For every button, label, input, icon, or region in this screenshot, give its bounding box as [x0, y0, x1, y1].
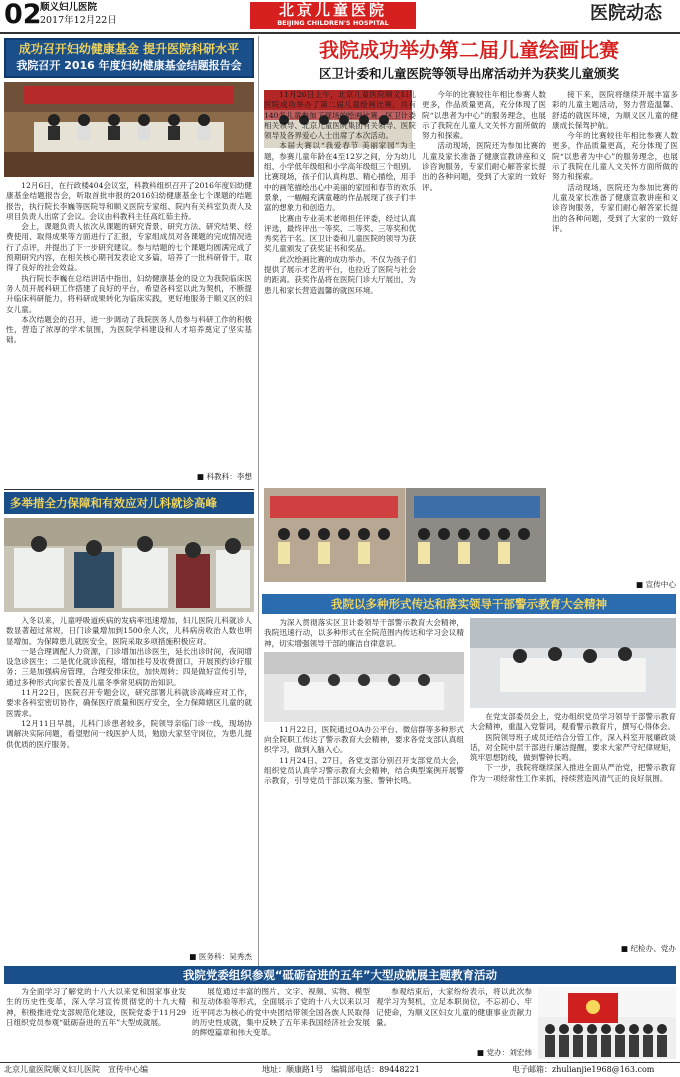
clinic-photo [4, 518, 254, 612]
masthead-subtitle: BEIJING CHILDREN'S HOSPITAL [277, 19, 389, 27]
exhibition-photo [538, 987, 676, 1059]
body-paragraph: 此次绘画比赛的成功举办，不仅为孩子们提供了展示才艺的平台，也拉近了医院与社会的距离。获奖作品将在医院门诊大厅展出，为患儿和家长营造温馨的就医环境。 [264, 254, 416, 295]
body-paragraph: 为全面学习了解党的十八大以来党和国家事业发生的历史性变革，深入学习宣传贯彻党的十九大精神，积极推进党支部规范化建设，医院党委于11月29日组织党员参观“砥砺奋进的五年”大型成就展。 [6, 987, 186, 1027]
body-paragraph: 12月6日，在行政楼404会议室，科教科组织召开了2016年度妇幼健康基金结题报告会，听取首批申报的2016妇幼健康基金七个课题的结题报告，执行院长李巍等医院导和顺义医院专家组、院内有关科室负责人及项目负责人出席了会议。会议由科教科主任高红茹主持。 [6, 181, 252, 221]
article-body [264, 618, 464, 954]
article-banner [4, 38, 254, 78]
body-paragraph: 11月24日、27日，各党支部分别召开支部党员大会，组织党员认真学习警示教育大会精神，结合典型案例开展警示教育，引导党员干部以案为鉴、警钟长鸣。 [264, 755, 464, 786]
author-credit: ■ 纪检办、党办 [620, 944, 676, 953]
author-credit: ■ 党办：刘宏炜 [476, 1048, 532, 1057]
article-body [192, 987, 370, 1059]
article-title: 多举措全力保障和有效应对儿科就诊高峰 [4, 492, 254, 514]
article-subtitle: 我院召开 2016 年度妇幼健康基金结题报告会 [16, 59, 242, 72]
body-paragraph: 执行院长李巍在总结讲话中指出，妇幼健康基金的设立为我院临床医务人员开展科研工作搭建了良好的平台，希望各科室以此为契机，不断提升临床科研能力，将科研成果转化为临床实践，更好地服务于顺义区的妇女儿童。 [6, 273, 252, 314]
article-exhibition-visit [0, 966, 680, 1060]
footer-publisher: 北京儿童医院顺义妇儿医院 宣传中心编 [4, 1065, 148, 1074]
paper-name: 顺义妇儿医院 [40, 2, 98, 13]
article-warning-education [262, 594, 680, 960]
body-paragraph: 12月11日早晨，儿科门诊患者较多，院领导亲临门诊一线，现场协调解决实际问题，看望慰问一线医护人员，勉励大家坚守岗位，为患儿提供优质的医疗服务。 [6, 718, 252, 749]
body-paragraph: 入冬以来，儿童呼吸道疾病的发病率迅速增加，妇儿医院儿科就诊人数显著超过常规，日门诊量增加到1500余人次，儿科病房收治人数也明显增加。为保障患儿就医安全，医院采取多项措施积极应对。 [6, 616, 252, 646]
masthead-title: 北京儿童医院 [278, 1, 387, 19]
article-title: 我院以多种形式传达和落实领导干部警示教育大会精神 [262, 594, 676, 614]
body-paragraph: 一是合理调配人力资源，门诊增加出诊医生，延长出诊时间，夜间增设急诊医生；二是优化就诊流程，增加挂号及收费窗口，开展预约诊疗服务；三是加强病房管理，合理安排床位，加快周转；四是做好宣传引导，通过多种形式向家长普及儿童冬季常见病防治知识。 [6, 646, 252, 687]
section-title: 医院动态 [590, 3, 662, 24]
body-paragraph: 医院领导班子成员还结合分管工作，深入科室开展廉政谈话，对全院中层干部进行廉洁提醒，要求大家严守纪律规矩，筑牢思想防线，做到警钟长鸣。 [470, 732, 676, 763]
body-paragraph: 今年的比赛较往年相比参赛人数更多，作品质量更高，充分体现了医院“以患者为中心”的服务理念，也展示了我院在儿童人文关怀方面所做的努力和探索。 [422, 90, 546, 141]
issue-date: 2017年12月22日 [40, 15, 117, 26]
article-body [376, 987, 532, 1047]
article-body [6, 181, 252, 467]
page-footer [0, 1064, 680, 1077]
author-credit: ■ 科教科：李想 [196, 472, 252, 481]
article-research-fund [0, 36, 256, 486]
footer-address: 地址：顺康路1号 编辑部电话：89448221 [262, 1065, 420, 1074]
meeting-photo [4, 82, 254, 177]
footer-email: 电子邮箱：zhulianjie1968@163.com [512, 1065, 655, 1074]
body-paragraph: 为深入贯彻落实区卫计委领导干部警示教育大会精神，我院迅速行动，以多种形式在全院范围内传达和学习会议精神，切实增强领导干部的廉洁自律意识。 [264, 618, 464, 648]
body-paragraph: 本次结题会的召开，进一步调动了我院医务人员参与科研工作的积极性，营造了浓厚的学术氛围，为医院学科建设和人才培养奠定了坚实基础。 [6, 314, 252, 345]
article-title: 成功召开妇幼健康基金 提升医院科研水平 [18, 42, 240, 56]
meeting-photo [264, 652, 464, 722]
article-body [264, 90, 416, 484]
article-body [422, 90, 546, 484]
body-paragraph: 11月22日，医院召开专题会议，研究部署儿科就诊高峰应对工作，要求各科室密切协作，确保医疗质量和医疗安全，全力保障辖区儿童的就医需求。 [6, 688, 252, 718]
award-photo [264, 488, 546, 582]
article-painting-contest [262, 36, 680, 588]
article-subtitle: 区卫计委和儿童医院等领导出席活动并为获奖儿童颁奖 [318, 66, 619, 81]
masthead [250, 2, 416, 29]
article-body [6, 616, 252, 950]
body-paragraph: 下一步，我院将继续深入推进全面从严治党，把警示教育作为一项经常性工作来抓，持续营造风清气正的良好氛围。 [470, 763, 676, 783]
page-number: 02 [4, 0, 42, 30]
article-body [6, 987, 186, 1059]
body-paragraph: 本届大赛以“我爱春节 美丽家园”为主题，参赛儿童年龄在4至12岁之间，分为幼儿组、小学低年级组和小学高年级组三个组别。比赛现场，孩子们认真构思、精心描绘，用手中的画笔描绘出心中美丽的家园和春节的欢乐景象，一幅幅充满童趣的作品展现了孩子们丰富的想象力和创造力。 [264, 141, 416, 213]
body-paragraph: 11月22日，医院通过OA办公平台、微信群等多种形式向全院职工传达了警示教育大会精神，要求各党支部认真组织学习，做到入脑入心。 [264, 724, 464, 755]
body-paragraph: 接下来，医院将继续开展丰富多彩的儿童主题活动，努力营造温馨、舒适的就医环境，为顺义区儿童的健康成长保驾护航。 [552, 90, 678, 130]
body-paragraph: 会上，课题负责人依次从课题的研究背景、研究方法、研究结果、经费使用、取得成果等方面进行了汇报，专家组成员对各课题的完成情况进行了点评，并提出了下一步研究建议。参与结题的七个课题均圆满完成了预期研究内容，在相关核心期刊发表论文多篇，培养了一批科研骨干，取得了良好的社会效益。 [6, 222, 252, 273]
page-header [0, 0, 680, 32]
body-paragraph: 参观结束后，大家纷纷表示，将以此次参观学习为契机，立足本职岗位，不忘初心、牢记使命，为顺义区妇女儿童的健康事业贡献力量。 [376, 987, 532, 1027]
body-paragraph: 在党支部委员会上，党办组织党员学习领导干部警示教育大会精神，重温入党誓词，观看警示教育片，撰写心得体会。 [470, 712, 676, 732]
author-credit: ■ 宣传中心 [636, 580, 676, 589]
author-credit: ■ 医务科：吴秀杰 [189, 952, 252, 961]
article-title: 我院成功举办第二届儿童绘画比赛 [319, 38, 619, 62]
body-paragraph: 活动现场，医院还为参加比赛的儿童及家长准备了健康宣教讲座和义诊咨询服务，专家们耐心解答家长提出的各种问题，受到了大家的一致好评。 [422, 141, 546, 192]
body-paragraph: 11月26日上午，北京儿童医院顺义妇儿医院成功举办了第二届儿童绘画比赛，共有140名儿童参加了现场的绘画比赛。区卫计委相关领导、北京儿童医院集团有关领导、医院领导及各界爱心人士出席了本次活动。 [264, 90, 416, 141]
party-meeting-photo [470, 618, 676, 708]
article-peak-response [0, 492, 256, 964]
body-paragraph: 比赛由专业美术老师担任评委，经过认真评选，最终评出一等奖、二等奖、三等奖和优秀奖若干名。区卫计委和儿童医院的领导为获奖儿童颁发了获奖证书和奖品。 [264, 213, 416, 254]
body-paragraph: 活动现场，医院还为参加比赛的儿童及家长准备了健康宣教讲座和义诊咨询服务，专家们耐心解答家长提出的各种问题，受到了大家的一致好评。 [552, 182, 678, 233]
body-paragraph: 展览通过丰富的图片、文字、视频、实物、模型和互动体验等形式，全面展示了党的十八大以来以习近平同志为核心的党中央团结带领全国各族人民取得的历史性成就，集中反映了五年来我国经济社会发展的辉煌篇章和伟大变革。 [192, 987, 370, 1038]
article-body [470, 712, 676, 940]
body-paragraph: 今年的比赛较往年相比参赛人数更多，作品质量更高，充分体现了医院“以患者为中心”的服务理念，也展示了我院在儿童人文关怀方面所做的努力和探索。 [552, 131, 678, 182]
article-body [552, 90, 678, 584]
article-title: 我院党委组织参观“砥砺奋进的五年”大型成就展主题教育活动 [4, 966, 676, 984]
